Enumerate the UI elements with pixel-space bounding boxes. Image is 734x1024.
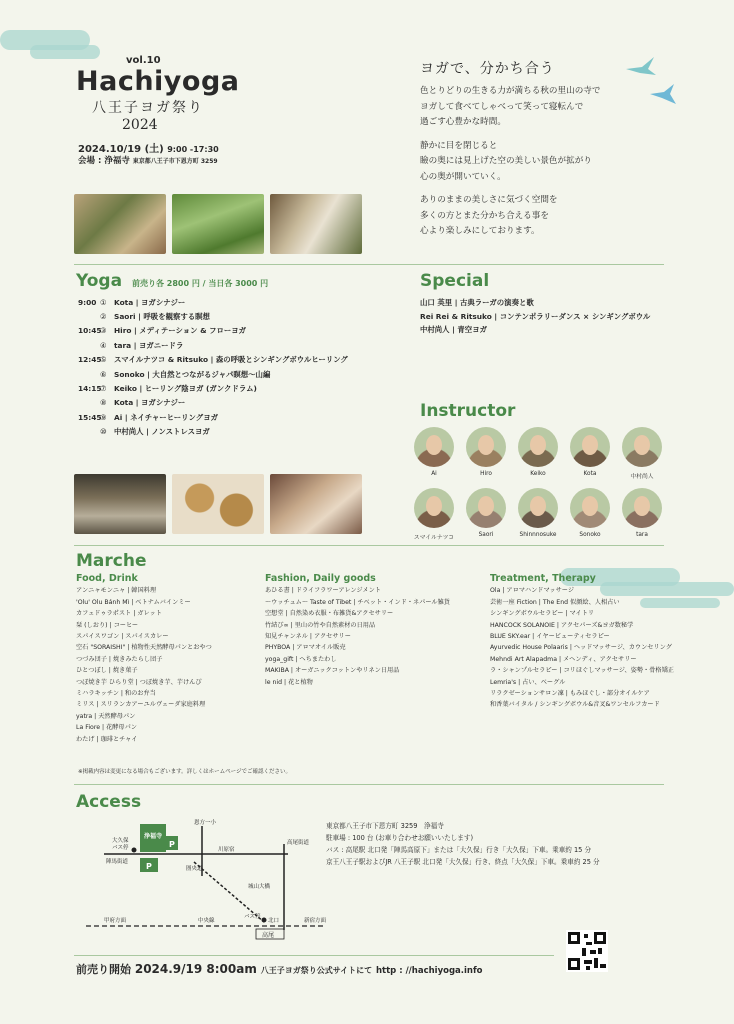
instructor-photo bbox=[518, 427, 558, 467]
marche-item: わたげ | 珈琲とチャイ bbox=[76, 735, 138, 743]
schedule-desc: Hiro | メディテーション & フローヨガ bbox=[114, 326, 247, 336]
instructor-card bbox=[620, 488, 664, 541]
marche-item: スパイスワゴン | スパイスカレー bbox=[76, 633, 169, 641]
marche-item: あひる書 | ドライフラワーアレンジメント bbox=[265, 587, 381, 595]
instructor-grid bbox=[412, 427, 672, 549]
map-label-kawahara: 川原宿 bbox=[218, 847, 235, 853]
access-line: 駐車場 : 100 台 (お車り合わせお願いいたします) bbox=[326, 834, 474, 842]
map-label-kofu: 甲府方面 bbox=[104, 918, 127, 924]
marche-item: 空石 "SORAISHI" | 植物性天然酵母パンとおやつ bbox=[76, 644, 212, 652]
schedule-row bbox=[78, 309, 398, 323]
intro-line: ヨガして食べてしゃべって笑って寝転んで bbox=[420, 101, 584, 112]
instructor-photo bbox=[570, 488, 610, 528]
schedule-number: ④ bbox=[100, 340, 107, 350]
schedule-desc: Kota | ヨガシナジー bbox=[114, 398, 186, 408]
intro-paragraph bbox=[420, 193, 680, 240]
map-label-takao: 高尾 bbox=[262, 932, 275, 939]
marche-item: リラクゼーションサロン凜 | もみほぐし・部分オイルケア bbox=[490, 690, 650, 698]
event-year: 2024 bbox=[122, 117, 158, 133]
marche-item: 空想堂 | 自然染め衣服・布雑貨&アクセサリー bbox=[265, 610, 394, 618]
marche-item: MAKIBA | オーガニックコットンやリネン日用品 bbox=[265, 667, 400, 675]
intro-paragraph bbox=[420, 139, 680, 186]
schedule-number: ⑦ bbox=[100, 384, 107, 394]
instructor-photo bbox=[414, 427, 454, 467]
presale-footer bbox=[76, 961, 483, 977]
marche-item: 知見チャンネル | アクセサリー bbox=[265, 633, 351, 641]
schedule-row bbox=[78, 295, 398, 309]
access-line: バス : 高尾駅 北口発「陣馬高原下」または「大久保」行き「大久保」下車。乗車約 15 分 bbox=[326, 846, 592, 854]
intro-title: ヨガで、分かち合う bbox=[420, 61, 555, 77]
instructor-name: スマイルナツコ bbox=[413, 535, 455, 541]
intro-line: 多くの方とまた分かち合える事を bbox=[420, 210, 549, 221]
marche-item: Ayurvedic House Polaaris | ヘッドマッサージ、カウンセリング bbox=[490, 644, 672, 652]
schedule-number: ⑧ bbox=[100, 398, 107, 408]
marche-item: ミリス | スリランカアーユルヴェーダ家庭料理 bbox=[76, 701, 206, 709]
marche-fashion-head: Fashion, Daily goods bbox=[265, 573, 376, 584]
yoga-title: Yoga bbox=[76, 271, 123, 291]
map-label-bus-stop-2: バス停 bbox=[244, 914, 261, 920]
map-label-shinjuku: 新宿方面 bbox=[304, 918, 326, 924]
marche-item: Ola | アロマハンドマッサージ bbox=[490, 587, 575, 595]
marche-item: La Fiore | 花酵母パン bbox=[76, 724, 137, 732]
special-item: 山口 英里 | 古典ラーガの演奏と歌 bbox=[420, 298, 534, 307]
instructor-card bbox=[516, 488, 560, 541]
map-label-temple: 浄福寺 bbox=[144, 833, 163, 840]
marche-item: BLUE SKY.ear | イヤービューティセラピー bbox=[490, 633, 610, 641]
photo-market-stall bbox=[270, 194, 362, 254]
marche-item: シンギングボウルセラピー | マイトリ bbox=[490, 610, 595, 618]
instructor-photo bbox=[570, 427, 610, 467]
instructor-photo bbox=[622, 427, 662, 467]
special-list bbox=[420, 296, 650, 337]
instructor-photo bbox=[518, 488, 558, 528]
marche-item: 'Olu' Olu Bánh Mì | ベトナムバインミー bbox=[76, 598, 191, 606]
marche-item: Mehndi Art Alapadma | メヘンディ、アクセサリー bbox=[490, 655, 637, 663]
marche-item: ラ・シャンプルセラピー | コリほぐしマッサージ、姿勢・骨格矯正 bbox=[490, 667, 674, 675]
instructor-photo bbox=[466, 488, 506, 528]
schedule-number: ① bbox=[100, 297, 107, 307]
map-label-kaminari: 高尾街道 bbox=[287, 840, 310, 846]
schedule-time: 15:45 bbox=[78, 412, 102, 422]
divider bbox=[74, 264, 664, 265]
instructor-name: Kota bbox=[583, 471, 597, 477]
instructor-photo bbox=[466, 427, 506, 467]
marche-item: ひとつぼし | 焼き菓子 bbox=[76, 667, 138, 675]
intro-paragraph bbox=[420, 84, 680, 131]
marche-note: ※掲載内容は変更になる場合もございます。詳しくはホームページでご確認ください。 bbox=[78, 769, 292, 775]
instructor-name: 中村尚人 bbox=[630, 474, 654, 480]
volume-label: vol.10 bbox=[126, 55, 161, 66]
schedule-time: 14:15 bbox=[78, 384, 102, 394]
yoga-price: 前売り各 2800 円 / 当日各 3000 円 bbox=[132, 279, 269, 288]
schedule-desc: 中村尚人 | ノンストレスヨガ bbox=[114, 427, 210, 437]
intro-line: 心より楽しみにしております。 bbox=[420, 226, 540, 236]
schedule-desc: Kota | ヨガシナジー bbox=[114, 297, 186, 307]
map-label-bus: バス停 bbox=[112, 845, 129, 851]
brand-title: Hachiyoga bbox=[76, 66, 240, 97]
marche-item: カフェドゥラポスト | ガレット bbox=[76, 610, 162, 618]
time-text: 9:00 -17:30 bbox=[167, 145, 219, 154]
instructor-name: Keiko bbox=[530, 471, 546, 477]
schedule-number: ⑥ bbox=[100, 369, 107, 379]
intro-line: 過ごす心豊かな時間。 bbox=[420, 117, 506, 127]
instructor-row bbox=[412, 427, 672, 480]
instructor-card bbox=[620, 427, 664, 480]
marche-treatment-column bbox=[490, 573, 720, 711]
instructor-photo bbox=[622, 488, 662, 528]
bird-icon bbox=[624, 55, 658, 81]
access-title: Access bbox=[76, 792, 142, 812]
instructor-card bbox=[464, 427, 508, 480]
access-line: 東京都八王子市下恩方町 3259 浄福寺 bbox=[326, 822, 444, 830]
instructor-photo bbox=[414, 488, 454, 528]
instructor-card bbox=[412, 427, 456, 480]
instructor-card bbox=[568, 488, 612, 541]
instructor-name: Shinnnosuke bbox=[519, 532, 557, 538]
marche-item: 芸術一座 Fiction | The End 似顔絵、人相占い bbox=[490, 598, 620, 606]
instructor-title: Instructor bbox=[420, 401, 516, 421]
photo-group-yoga bbox=[270, 474, 362, 534]
instructor-card bbox=[464, 488, 508, 541]
map-label-parking: P bbox=[146, 862, 152, 871]
event-subtitle: 八王子ヨガ祭り bbox=[92, 100, 204, 116]
instructor-card bbox=[568, 427, 612, 480]
schedule-row bbox=[78, 324, 398, 338]
marche-item: le nid | 花と植物 bbox=[265, 678, 313, 686]
cloud-decoration bbox=[30, 45, 100, 59]
instructor-name: Ai bbox=[431, 471, 437, 477]
photo-hall-yoga bbox=[74, 474, 166, 534]
divider bbox=[74, 545, 664, 546]
venue-label: 会場 : 浄福寺 bbox=[78, 156, 130, 166]
instructor-name: Sonoko bbox=[579, 532, 601, 538]
schedule-desc: Ai | ネイチャーヒーリングヨガ bbox=[114, 412, 218, 422]
site-url-link[interactable]: http : //hachiyoga.info bbox=[376, 966, 483, 976]
presale-label: 前売り開始 bbox=[76, 963, 131, 976]
schedule-time: 10:45 bbox=[78, 326, 102, 336]
qr-code[interactable] bbox=[566, 930, 608, 972]
marche-treatment-head: Treatment, Therapy bbox=[490, 573, 596, 584]
marche-fashion-column bbox=[265, 573, 490, 688]
access-line: 京王八王子駅およびJR 八王子駅 北口発「大久保」行き、終点「大久保」下車。乗車約 25 分 bbox=[326, 858, 600, 866]
schedule-desc: Saori | 呼吸を観察する瞑想 bbox=[114, 312, 210, 322]
instructor-name: Hiro bbox=[480, 471, 492, 477]
schedule-row bbox=[78, 367, 398, 381]
presale-date: 2024.9/19 8:00am bbox=[134, 962, 257, 976]
schedule-time: 9:00 bbox=[78, 297, 97, 307]
schedule-number: ③ bbox=[100, 326, 107, 336]
special-title: Special bbox=[420, 271, 490, 291]
map-label-kenou: 圏央道 bbox=[186, 866, 203, 872]
map-label-enpo: 恩方一小 bbox=[194, 820, 217, 826]
photo-singing-bowls bbox=[172, 474, 264, 534]
intro-line: 色とりどりの生きる力が満ちる秋の里山の寺で bbox=[420, 86, 601, 96]
intro-line: 静かに目を閉じると bbox=[420, 140, 498, 151]
photo-food bbox=[74, 194, 166, 254]
intro-line: 心の奥が開いていく。 bbox=[420, 171, 506, 182]
schedule-number: ⑩ bbox=[100, 427, 107, 437]
presale-site: 八王子ヨガ祭り公式サイトにて bbox=[260, 966, 373, 975]
schedule-row bbox=[78, 338, 398, 352]
special-item: Rei Rei & Ritsuko | コンテンポラリーダンス × シンギングボウル bbox=[420, 311, 651, 321]
schedule-desc: tara | ヨガニードラ bbox=[114, 340, 184, 350]
marche-item: ミハラキッチン | 和のお弁当 bbox=[76, 690, 156, 698]
instructor-row bbox=[412, 488, 672, 541]
yoga-schedule bbox=[78, 295, 398, 439]
marche-title: Marche bbox=[76, 551, 147, 571]
schedule-desc: Keiko | ヒーリング陰ヨガ (ガンクドラム) bbox=[114, 384, 257, 394]
venue-address: 東京都八王子市下恩方町 3259 bbox=[132, 158, 218, 165]
schedule-number: ⑤ bbox=[100, 355, 107, 365]
instructor-name: Saori bbox=[478, 532, 494, 538]
instructor-card bbox=[412, 488, 456, 541]
map-label-bus-stop: 大久保 bbox=[112, 838, 129, 844]
marche-item: yoga_gift | へちまたわし bbox=[265, 655, 337, 663]
event-date bbox=[78, 140, 219, 155]
schedule-row bbox=[78, 353, 398, 367]
marche-item: PHYBOA | アロマオイル販売 bbox=[265, 644, 346, 652]
schedule-time: 12:45 bbox=[78, 355, 102, 365]
map-label-chuo: 中央線 bbox=[198, 918, 215, 924]
marche-item: アンニャモンニャ | 韓国料理 bbox=[76, 587, 157, 595]
schedule-desc: スマイルナツコ & Ritsuko | 森の呼吸とシンギングボウルヒーリング bbox=[114, 355, 348, 365]
intro-line: ありのままの美しさに気づく空間を bbox=[420, 195, 558, 205]
marche-item: Lemria's | 占い、ベーグル bbox=[490, 678, 566, 686]
schedule-number: ⑨ bbox=[100, 412, 107, 422]
schedule-desc: Sonoko | 大自然とつながるジャパ瞑想〜山編 bbox=[114, 369, 271, 379]
marche-item: 〜ウッチュム〜 Taste of Tibet | チベット・インド・ネパール雑貨 bbox=[265, 598, 450, 606]
map-label-jinba: 陣馬街道 bbox=[106, 859, 129, 865]
marche-item: つづみ団子 | 焼きみたらし団子 bbox=[76, 655, 163, 663]
instructor-name: tara bbox=[636, 532, 648, 538]
schedule-row bbox=[78, 396, 398, 410]
schedule-number: ② bbox=[100, 312, 107, 322]
schedule-row bbox=[78, 410, 398, 424]
intro-line: 瞼の奥には見上げた空の美しい景色が拡がり bbox=[420, 156, 592, 166]
access-info bbox=[326, 820, 600, 868]
marche-item: つぼ焼き芋 ひらり堂 | つぼ焼き芋、芋けんぴ bbox=[76, 678, 202, 686]
access-map bbox=[76, 814, 326, 944]
map-label-parking: P bbox=[169, 840, 175, 849]
date-text: 2024.10/19 (土) bbox=[78, 144, 164, 155]
marche-item: 竹結び∞ | 里山の竹や自然素材の日用品 bbox=[265, 621, 376, 629]
special-item: 中村尚人 | 青空ヨガ bbox=[420, 325, 487, 334]
intro-text bbox=[420, 84, 680, 248]
marche-item: yatra | 天然酵母パン bbox=[76, 712, 136, 720]
map-label-kitaguchi: 北口 bbox=[268, 918, 280, 924]
photo-forest-yoga bbox=[172, 194, 264, 254]
divider bbox=[74, 955, 554, 956]
event-venue bbox=[78, 154, 218, 166]
map-label-shiroyama: 城山大橋 bbox=[248, 884, 271, 890]
marche-item: 和香葉バイタル / シンギングボウル&音叉&ワンセルフカード bbox=[490, 701, 660, 709]
instructor-card bbox=[516, 427, 560, 480]
marche-food-column bbox=[76, 573, 266, 745]
marche-food-head: Food, Drink bbox=[76, 573, 138, 584]
schedule-row bbox=[78, 381, 398, 395]
divider bbox=[74, 784, 664, 785]
marche-item: 栞 (しおり) | コーヒー bbox=[76, 621, 139, 629]
marche-item: HANCOCK SOLANOIE | アクセパーズ&ヨガ数秘学 bbox=[490, 621, 634, 629]
schedule-row bbox=[78, 425, 398, 439]
